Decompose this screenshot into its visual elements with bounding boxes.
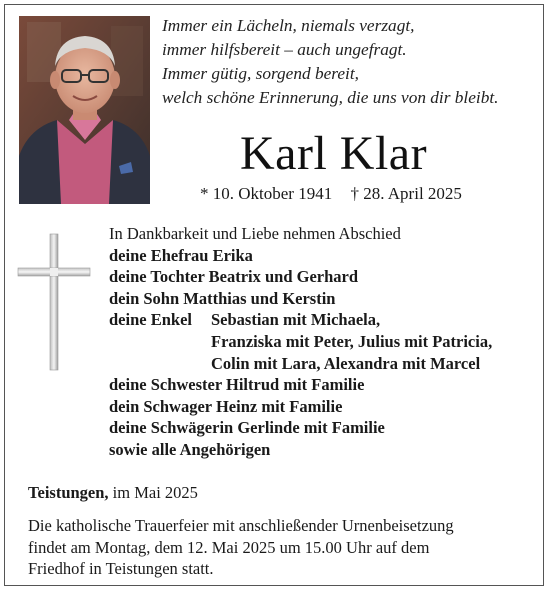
service-line: Friedhof in Teistungen statt. xyxy=(28,559,214,578)
mourner-line: deine Schwester Hiltrud mit Familie xyxy=(109,375,365,395)
grandchildren-line xyxy=(109,309,539,331)
grandchildren-names: Franziska mit Peter, Julius mit Patricia, xyxy=(211,331,493,351)
poem-line: Immer gütig, sorgend bereit, xyxy=(162,64,359,83)
place-date xyxy=(28,482,198,504)
mourner-line: deine Ehefrau Erika xyxy=(109,245,253,265)
mourner-line: deine Schwägerin Gerlinde mit Familie xyxy=(109,418,385,438)
mourner-line: dein Schwager Heinz mit Familie xyxy=(109,396,343,416)
place-month: im Mai 2025 xyxy=(108,483,198,502)
service-line: Die katholische Trauerfeier mit anschließender Urnenbeisetzung xyxy=(28,516,454,535)
mourner-line: deine Tochter Beatrix und Gerhard xyxy=(109,267,359,287)
deceased-name: Karl Klar xyxy=(240,127,428,180)
grandchildren-names: Sebastian mit Michaela, xyxy=(211,310,381,330)
death-date: † 28. April 2025 xyxy=(350,184,462,203)
poem-line: immer hilfsbereit – auch ungefragt. xyxy=(162,40,407,59)
grandchildren-names: Colin mit Lara, Alexandra mit Marcel xyxy=(211,353,481,373)
place-town: Teistungen, xyxy=(28,483,109,502)
mourner-line: dein Sohn Matthias und Kerstin xyxy=(109,288,336,308)
service-info xyxy=(28,515,538,580)
grandchildren-label: deine Enkel xyxy=(109,310,192,330)
mourners-list xyxy=(109,223,539,461)
service-line: findet am Montag, dem 12. Mai 2025 um 15.00 Uhr auf dem xyxy=(28,537,430,557)
cross-icon xyxy=(16,232,92,372)
life-dates xyxy=(200,183,462,205)
mourner-line: sowie alle Angehörigen xyxy=(109,439,271,459)
portrait-image xyxy=(19,16,150,204)
poem-line: Immer ein Lächeln, niemals verzagt, xyxy=(162,16,415,35)
poem-line: welch schöne Erinnerung, die uns von dir bleibt. xyxy=(162,88,499,107)
mourners-intro: In Dankbarkeit und Liebe nehmen Abschied xyxy=(109,224,401,243)
portrait-photo xyxy=(19,16,150,204)
birth-date: * 10. Oktober 1941 xyxy=(200,184,333,203)
memorial-poem xyxy=(162,14,542,110)
